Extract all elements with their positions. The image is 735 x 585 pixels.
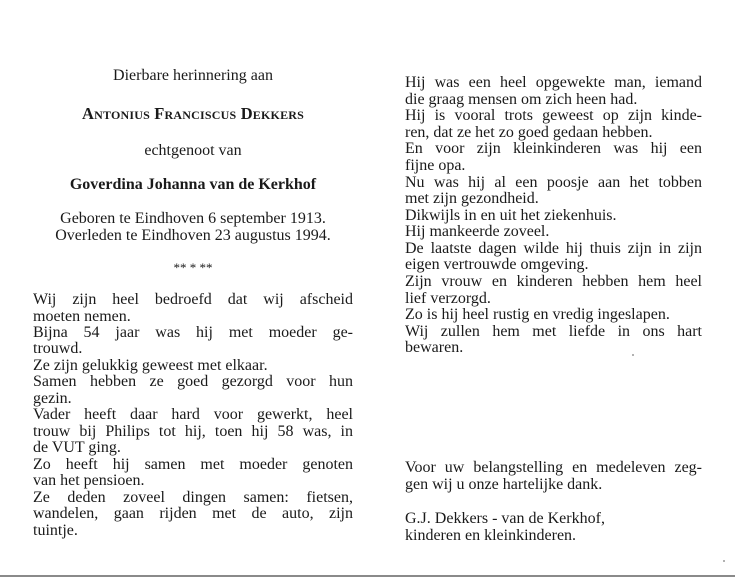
- text-line: die graag mensen om zich heen had.: [405, 91, 638, 108]
- spouse-intro: echtgenoot van: [144, 142, 242, 159]
- text-line: trouwd.: [33, 340, 83, 357]
- text-line: Nu was hij al een poosje aan het tobben: [405, 174, 702, 191]
- header-intro: Dierbare herinnering aan: [113, 67, 273, 84]
- text-line: Dikwijls in en uit het ziekenhuis.: [405, 207, 617, 224]
- text-line: Wij zijn heel bedroefd dat wij afscheid: [33, 291, 353, 308]
- text-line: Hij was een heel opgewekte man, iemand: [405, 74, 702, 91]
- death-line: Overleden te Eindhoven 23 augustus 1994.: [55, 227, 331, 244]
- text-line: trouw bij Philips tot hij, toen hij 58 was, in: [33, 423, 353, 440]
- text-line: En voor zijn kleinkinderen was hij een: [405, 140, 702, 157]
- text-line: Zo heeft hij samen met moeder genoten: [33, 456, 353, 473]
- signature-line: G.J. Dekkers - van de Kerkhof,: [405, 510, 605, 527]
- text-line: Ze zijn gelukkig geweest met elkaar.: [33, 357, 268, 374]
- text-line: moeten nemen.: [33, 308, 131, 325]
- text-line: Zijn vrouw en kinderen hebben hem heel: [405, 273, 702, 290]
- text-line: Hij mankeerde zoveel.: [405, 223, 550, 240]
- text-line: gezin.: [33, 390, 72, 407]
- signature-line: kinderen en kleinkinderen.: [405, 527, 577, 544]
- text-line: tuintje.: [33, 522, 78, 539]
- text-line: Hij is vooral trots geweest op zijn kinde-: [405, 107, 702, 124]
- text-line: De laatste dagen wilde hij thuis zijn in zijn: [405, 240, 702, 257]
- text-line: Wij zullen hem met liefde in ons hart: [405, 323, 702, 340]
- text-line: van het pensioen.: [33, 472, 145, 489]
- text-line: fijne opa.: [405, 157, 466, 174]
- thanks-line: Voor uw belangstelling en medeleven zeg-: [405, 459, 702, 476]
- text-line: Bijna 54 jaar was hij met moeder ge-: [33, 324, 353, 341]
- text-line: Ze deden zoveel dingen samen: fietsen,: [33, 489, 353, 506]
- birth-line: Geboren te Eindhoven 6 september 1913.: [60, 210, 326, 227]
- print-speck: [632, 354, 634, 356]
- deceased-name: Antonius Franciscus Dekkers: [81, 104, 305, 123]
- print-speck: [723, 560, 725, 562]
- text-line: Vader heeft daar hard voor gewerkt, heel: [33, 406, 353, 423]
- separator: ** * **: [173, 260, 213, 275]
- text-line: Samen hebben ze goed gezorgd voor hun: [33, 373, 353, 390]
- text-line: Zo is hij heel rustig en vredig ingeslapen.: [405, 306, 670, 323]
- text-line: wandelen, gaan rijden met de auto, zijn: [33, 505, 353, 522]
- text-line: lief verzorgd.: [405, 290, 491, 307]
- text-line: met zijn gezondheid.: [405, 190, 539, 207]
- spouse-name: Goverdina Johanna van de Kerkhof: [69, 176, 317, 193]
- text-line: bewaren.: [405, 339, 464, 356]
- bottom-border: [0, 575, 735, 577]
- thanks-line: gen wij u onze hartelijke dank.: [405, 476, 603, 493]
- text-line: de VUT ging.: [33, 439, 121, 456]
- text-line: eigen vertrouwde omgeving.: [405, 256, 589, 273]
- text-line: ren, dat ze het zo goed gedaan hebben.: [405, 124, 653, 141]
